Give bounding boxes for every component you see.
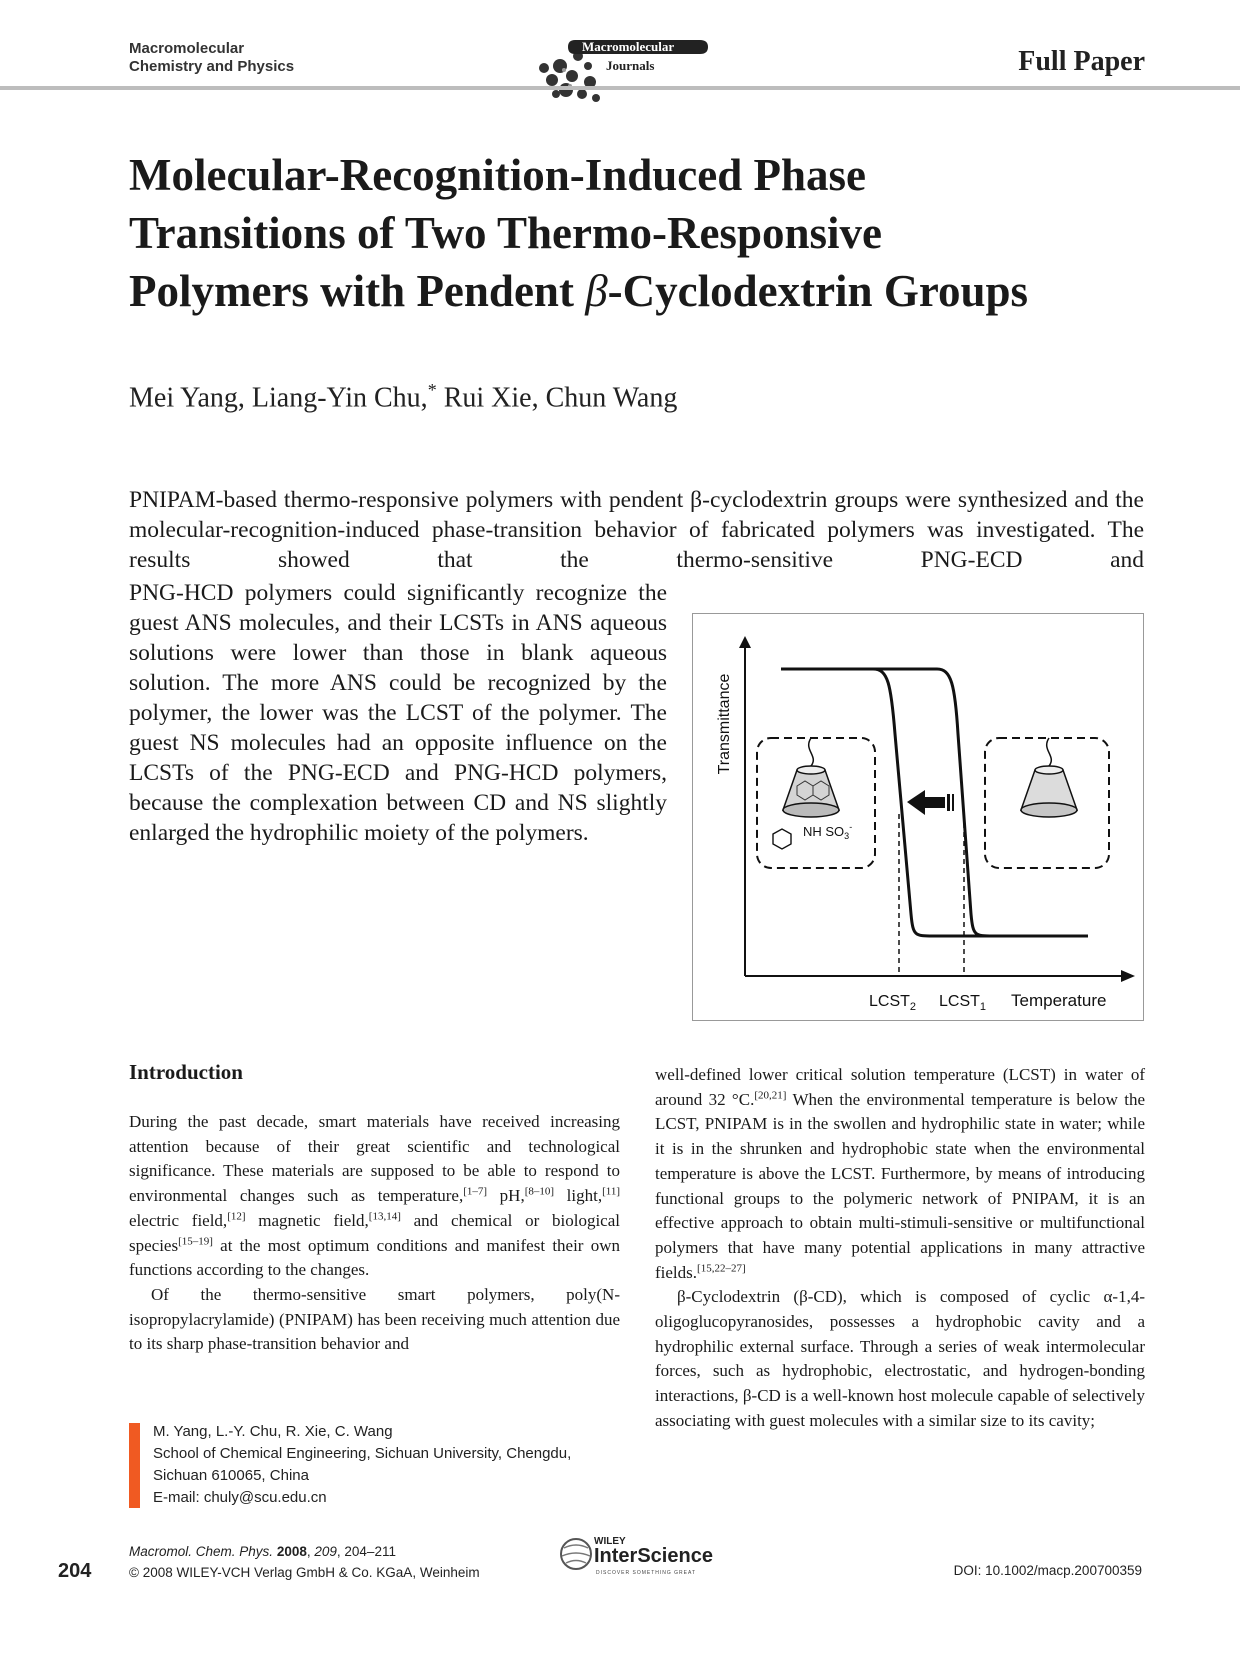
introduction-heading: Introduction (129, 1060, 243, 1084)
text-run: and chemical or biological species (129, 1210, 620, 1255)
toc-graphic (692, 613, 1144, 1021)
y-axis-label: Transmittance (716, 673, 733, 775)
y-axis-arrow (739, 636, 751, 648)
text-run: well-defined lower critical solution temperature (LCST) in water of around 32 °C. (655, 1065, 1145, 1109)
affiliation-city: Sichuan 610065, China (153, 1467, 309, 1484)
citation-line: Macromol. Chem. Phys. 2008, 209, 204–211 (129, 1544, 396, 1559)
copyright-line: © 2008 WILEY-VCH Verlag GmbH & Co. KGaA, Weinheim (129, 1565, 480, 1580)
header-rule (0, 86, 1240, 90)
intro-paragraph-3 (655, 1063, 1145, 1285)
right-tether (1047, 738, 1052, 766)
abstract-top: PNIPAM-based thermo-responsive polymers with pendent β-cyclodextrin groups were synthesized and the molecular-recognition-induced phase-transition behavior of fabricated polymers was investigated. The results showed that the thermo-sensitive PNG-ECD and (129, 487, 1144, 573)
affiliation-authors: M. Yang, L.-Y. Chu, R. Xie, C. Wang (153, 1423, 393, 1440)
journal-name-line1: Macromolecular (129, 40, 245, 57)
article-title (129, 146, 1129, 320)
citation-ref[interactable]: [12] (227, 1210, 246, 1223)
interscience-text: InterScience (594, 1545, 713, 1567)
authors-part-2: Rui Xie, Chun Wang (436, 382, 678, 414)
lcst2-label: $LCST_2$ (869, 993, 917, 1013)
intro-paragraph-4: β-Cyclodextrin (β-CD), which is composed of cyclic α-1,4-oligoglucopyranosides, possesses a hydrophobic cavity and a hydrophilic external surface. Through a series of weak intermolecular forces, such as hydrophobic, electrostatic, and hydrogen-bonding interactions, β-CD is a well-known host molecule capable of selectively associating with guest molecules with a similar size to its cavity; (655, 1287, 1145, 1430)
title-line-1: Molecular-Recognition-Induced Phase (129, 150, 867, 200)
text-run: light, (554, 1186, 603, 1206)
x-axis-arrow (1121, 970, 1135, 982)
affiliation-institution: School of Chemical Engineering, Sichuan University, Chengdu, (153, 1445, 572, 1462)
wiley-small-text: WILEY (594, 1536, 626, 1547)
text-run: at the most optimum conditions and manifest their own functions according to the changes. (129, 1235, 620, 1280)
citation-year: 2008 (276, 1544, 307, 1559)
x-axis-label: Temperature (1011, 991, 1107, 1010)
intro-paragraph-1 (129, 1110, 620, 1283)
logo-text-journals: Journals (606, 58, 655, 73)
citation-ref[interactable]: [13,14] (368, 1210, 401, 1223)
title-line-2: Transitions of Two Thermo-Responsive (129, 208, 882, 258)
benzene-ring (773, 829, 791, 849)
title-line-3-end: -Cyclodextrin Groups (607, 266, 1029, 316)
text-run: pH, (487, 1186, 525, 1206)
intro-paragraph-2: Of the thermo-sensitive smart polymers, poly(N-isopropylacrylamide) (PNIPAM) has been receiving much attention due to its sharp phase-transition behavior and (129, 1284, 620, 1354)
footer-citation (129, 1541, 480, 1583)
section-label: Full Paper (1018, 46, 1145, 77)
authors-part-1: Mei Yang, Liang-Yin Chu, (129, 382, 428, 414)
toc-graphic-svg (693, 614, 1143, 1020)
citation-ref[interactable]: [20,21] (754, 1089, 787, 1102)
affiliation-accent-bar (129, 1423, 140, 1508)
page-number: 204 (58, 1560, 92, 1582)
wiley-tagline: DISCOVER SOMETHING GREAT (596, 1570, 697, 1576)
citation-pages: , 204–211 (336, 1544, 396, 1559)
text-run: When the environmental temperature is below the LCST, PNIPAM is in the swollen and hydrophilic state in water; while it is in the shrunken and hydrophobic state when the environmental temperature is above the LCST. Furthermore, by means of introducing functional groups to the polymeric network of PNIPAM, it is an effective approach to obtain multi-stimuli-sensitive or multifunctional polymers that have many potential applications in many attractive fields. (655, 1089, 1146, 1282)
shift-arrow (907, 790, 954, 815)
citation-volume: 209 (314, 1544, 337, 1559)
left-tether (809, 738, 814, 766)
cd-with-guest (783, 766, 839, 817)
title-line-3 (129, 262, 1129, 320)
logo-text-macromolecular: Macromolecular (582, 39, 675, 54)
title-line-3-start: Polymers with Pendent (129, 266, 586, 316)
citation-ref[interactable]: [15,22–27] (697, 1261, 746, 1274)
citation-ref[interactable]: [15–19] (178, 1234, 213, 1247)
corresponding-mark: * (427, 380, 437, 400)
author-list (129, 380, 677, 414)
journal-abbreviation: Macromol. Chem. Phys. (129, 1544, 274, 1559)
text-run: magnetic field, (245, 1210, 369, 1230)
text-run: During the past decade, smart materials have received increasing attention because of their great scientific and technological significance. These materials are supposed to be able to respond to environmental changes such as temperature, (129, 1112, 620, 1206)
text-run: electric field, (129, 1210, 228, 1230)
macromolecular-journals-logo (530, 24, 712, 104)
intro-right-column (655, 1063, 1145, 1434)
citation-ref[interactable]: [11] (602, 1185, 621, 1198)
abstract-left: PNG-HCD polymers could significantly recognize the guest ANS molecules, and their LCSTs in ANS aqueous solutions were lower than those in blank aqueous solution. The more ANS could be recognized by the polymer, the lower was the LCST of the polymer. The guest NS molecules had an opposite influence on the LCSTs of the PNG-ECD and PNG-HCD polymers, because the complexation between CD and NS slightly enlarged the hydrophilic moiety of the polymers. (129, 580, 667, 846)
lcst1-label: $LCST_1$ (939, 993, 987, 1013)
affiliation-email[interactable]: E-mail: chuly@scu.edu.cn (153, 1489, 327, 1506)
intro-left-column (129, 1110, 620, 1357)
guest-label: NH $SO_3^-$ (803, 822, 853, 841)
title-beta: β (585, 266, 608, 316)
journal-name-line2: Chemistry and Physics (129, 58, 295, 75)
citation-ref[interactable]: [8–10] (524, 1185, 555, 1198)
wiley-interscience-logo (556, 1530, 736, 1586)
citation-ref[interactable]: [1–7] (463, 1185, 488, 1198)
journal-name (129, 40, 294, 76)
free-cd (1021, 766, 1077, 817)
affiliation (153, 1421, 571, 1509)
doi[interactable]: DOI: 10.1002/macp.200700359 (953, 1563, 1142, 1578)
